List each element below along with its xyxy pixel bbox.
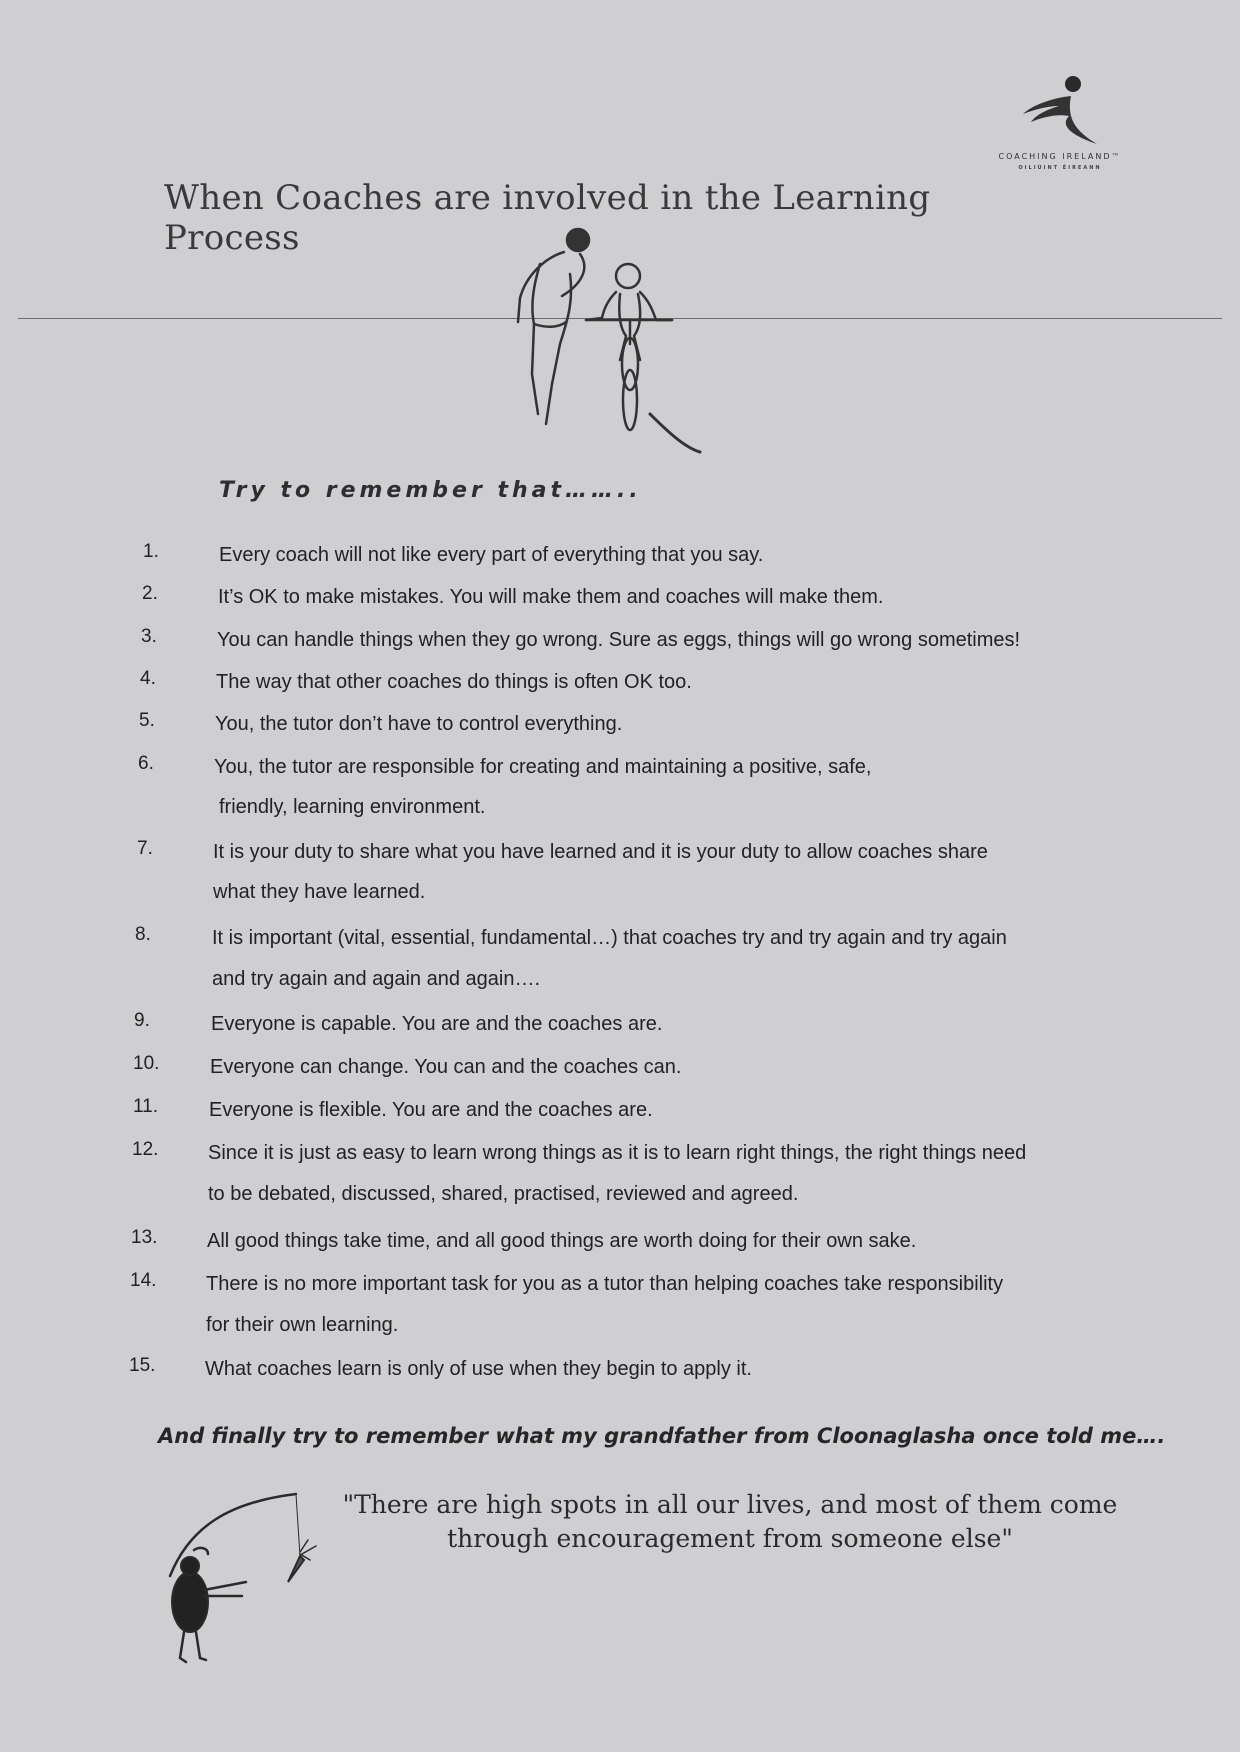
list-item-text: It’s OK to make mistakes. You will make them and coaches will make them. [218,586,884,608]
list-item-text: Everyone is capable. You are and the coaches are. [211,1013,663,1035]
list-item-text: and try again and again and again…. [212,968,541,990]
list-item-text: friendly, learning environment. [219,796,486,818]
closing-statement: And finally try to remember what my grandfather from Cloonaglasha once told me…. [158,1424,1166,1448]
quote-line: through encouragement from someone else" [447,1524,1013,1553]
list-item-text: Every coach will not like every part of everything that you say. [219,544,764,566]
list-item-text: to be debated, discussed, shared, practised, reviewed and agreed. [208,1183,799,1205]
list-item-text: You, the tutor don’t have to control everything. [215,713,623,735]
subheading: Try to remember that…….. [219,478,642,503]
list-item-number: 5. [139,710,155,731]
page-title: When Coaches are involved in the Learning Process [164,178,931,258]
adult-teaching-child-bike-illustration [500,224,720,454]
list-item-number: 9. [134,1010,150,1031]
list-item-text: You, the tutor are responsible for creating and maintaining a positive, safe, [214,756,872,778]
list-item-number: 11. [133,1096,159,1117]
logo-name: COACHING IRELAND™ [998,152,1122,161]
list-item-number: 12. [132,1139,159,1160]
list-item-text: You can handle things when they go wrong. Sure as eggs, things will go wrong sometimes! [217,629,1021,651]
list-item-number: 1. [143,541,159,562]
list-item-text: What coaches learn is only of use when they begin to apply it. [205,1358,752,1380]
list-item-text: It is your duty to share what you have learned and it is your duty to allow coaches share [213,841,988,863]
list-item-text: for their own learning. [206,1314,399,1336]
man-chasing-carrot-on-stick-illustration [150,1486,350,1676]
list-item-number: 7. [137,838,153,859]
list-item-text: Everyone is flexible. You are and the coaches are. [209,1099,653,1121]
quote-line: "There are high spots in all our lives, and most of them come [342,1490,1118,1519]
logo-subtitle: OILIÚINT ÉIREANN [1018,165,1102,171]
list-item-number: 3. [141,626,157,647]
list-item-number: 14. [130,1270,157,1291]
coaching-ireland-swoosh-icon [1011,76,1111,146]
list-item-text: There is no more important task for you as a tutor than helping coaches take responsibility [206,1273,1004,1295]
list-item-number: 8. [135,924,151,945]
list-item-number: 10. [133,1053,160,1074]
coaching-ireland-logo [985,76,1135,176]
quote [330,1488,1130,1556]
list-item-text: It is important (vital, essential, fundamental…) that coaches try and try again and try again [212,927,1007,949]
list-item-text: All good things take time, and all good things are worth doing for their own sake. [207,1230,917,1252]
list-item-number: 2. [142,583,158,604]
list-item-text: Since it is just as easy to learn wrong things as it is to learn right things, the right things need [208,1142,1027,1164]
list-item-text: The way that other coaches do things is often OK too. [216,671,692,693]
list-item-text: Everyone can change. You can and the coaches can. [210,1056,682,1078]
list-item-number: 6. [138,753,154,774]
list-item-number: 13. [131,1227,158,1248]
list-item-number: 4. [140,668,156,689]
list-item-number: 15. [129,1355,156,1376]
list-item-text: what they have learned. [213,881,426,903]
